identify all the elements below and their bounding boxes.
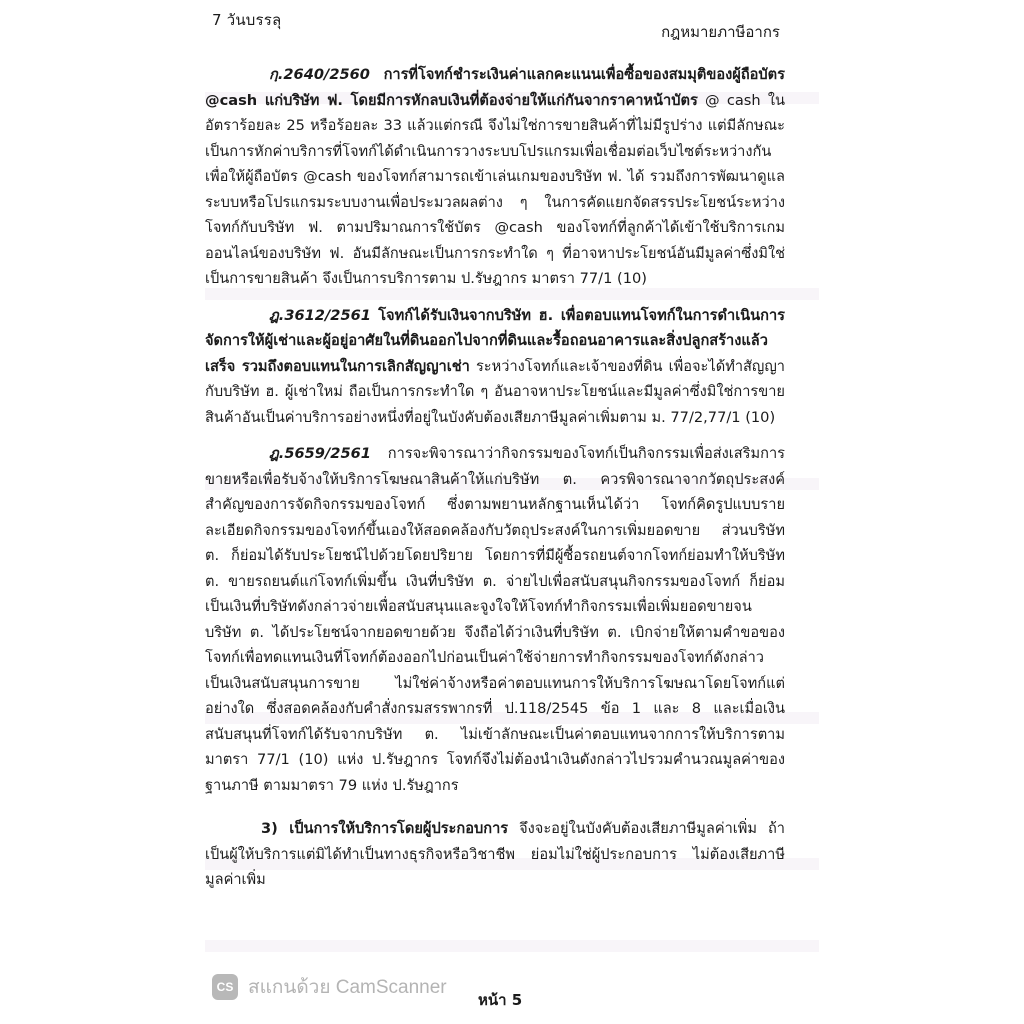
page-number: หน้า 5 [478,991,523,1009]
ruling-reference: ฎ.5659/2561 [269,445,371,462]
show-through-artifact [205,940,819,952]
ruling-paragraph [205,441,785,798]
header-left: 7 วันบรรลุ [212,11,282,29]
ruling-reference: ฎ.3612/2561 [269,306,371,324]
camscanner-logo-icon: CS [212,974,238,1000]
watermark-text: สแกนด้วย CamScanner [248,977,447,998]
ruling-reference: กฺ.2640/2560 [269,66,370,83]
scanner-watermark [212,972,447,1002]
ruling-text: ระหว่างโจทก์และเจ้าของที่ดิน เพื่อจะได้ทำสัญญากับบริษัท ฮ. ผู้เช่าใหม่ ถือเป็นการกระทำใด ๆ อันอาจหาประโยชน์และมีมูลค่าซึ่งมิใช่การขายสินค้าอันเป็นค่าบริการอย่างหนึ่งที่อยู่ในบังคับต้องเสียภาษีมูลค่าเพิ่มตาม ม. 77/2,77/1 (10) [205,357,785,426]
ruling-paragraph [205,303,785,431]
ruling-text: การจะพิจารณาว่ากิจกรรมของโจทก์เป็นกิจกรรมเพื่อส่งเสริมการขายหรือเพื่อรับจ้างให้บริการโฆษณาสินค้าให้แก่บริษัท ต. ควรพิจารณาจากวัตถุประสงค์สำคัญของการจัดกิจกรรมของโจทก์ ซึ่งตามพยานหลักฐานเห็นได้ว่า โจทก์คิดรูปแบบรายละเอียดกิจกรรมของโจทก์ขึ้นเองให้สอดคล้องกับวัตถุประสงค์ในการเพิ่มยอดขาย ส่วนบริษัท ต. ก็ย่อมได้รับประโยชน์ไปด้วยโดยปริยาย โดยการที่มีผู้ซื้อรถยนต์จากโจทก์ย่อมทำให้บริษัท ต. ขายรถยนต์แก่โจทก์เพิ่มขึ้น เงินที่บริษัท ต. จ่ายไปเพื่อสนับสนุนกิจกรรมของโจทก์ ก็ย่อมเป็นเงินที่บริษัทดังกล่าวจ่ายเพื่อสนับสนุนและจูงใจให้โจทก์ทำกิจกรรมเพื่อเพิ่มยอดขายจนบริษัท ต. ได้ประโยชน์จากยอดขายด้วย จึงถือได้ว่าเงินที่บริษัท ต. เบิกจ่ายให้ตามคำขอของโจทก์เพื่อทดแทนเงินที่โจทก์ต้องออกไปก่อนเป็นค่าใช้จ่ายการทำกิจกรรมของโจทก์ดังกล่าวเป็นเงินสนับสนุนการขาย ไม่ใช่ค่าจ้างหรือค่าตอบแทนการให้บริการโฆษณาโดยโจทก์แต่อย่างใด ซึ่งสอดคล้องกับคำสั่งกรมสรรพากรที่ ป.118/2545 ข้อ 1 และ 8 และเมื่อเงินสนับสนุนที่โจทก์ได้รับจากบริษัท ต. ไม่เข้าลักษณะเป็นค่าตอบแทนจากการให้บริการตามมาตรา 77/1 (10) แห่ง ป.รัษฎากร โจทก์จึงไม่ต้องนำเงินดังกล่าวไปรวมคำนวณมูลค่าของฐานภาษี ตามมาตรา 79 แห่ง ป.รัษฎากร [205,445,785,794]
ruling-text: @ cash ในอัตราร้อยละ 25 หรือร้อยละ 33 แล้วแต่กรณี จึงไม่ใช่การขายสินค้าที่ไม่มีรูปร่าง แต่มีลักษณะเป็นการหักค่าบริการที่โจทก์ได้ดำเนินการวางระบบโปรแกรมเพื่อเชื่อมต่อเว็บไซต์ระหว่างกันเพื่อให้ผู้ถือบัตร @cash ของโจทก์สามารถเข้าเล่นเกมของบริษัท ฟ. ได้ รวมถึงการพัฒนาดูแลระบบหรือโปรแกรมระบบงานเพื่อประมวลผลต่าง ๆ ในการคัดแยกจัดสรรประโยชน์ระหว่างโจทก์กับบริษัท ฟ. ตามปริมาณการใช้บัตร @cash ของโจทก์ที่ลูกค้าได้เข้าใช้บริการเกมออนไลน์ของบริษัท ฟ. อันมีลักษณะเป็นการกระทำใด ๆ ที่อาจหาประโยชน์อันมีมูลค่าซึ่งมิใช่เป็นการขายสินค้า จึงเป็นการบริการตาม ป.รัษฎากร มาตรา 77/1 (10) [205,91,785,287]
header-right: กฎหมายภาษีอากร [661,23,780,41]
list-item-text: จึงจะอยู่ในบังคับต้องเสียภาษีมูลค่าเพิ่ม ถ้าเป็นผู้ให้บริการแต่มิได้ทำเป็นทางธุรกิจหรือวิชาชีพ ย่อมไม่ใช่ผู้ประกอบการ ไม่ต้องเสียภาษีมูลค่าเพิ่ม [205,820,785,888]
list-item-3 [205,816,785,893]
ruling-lead: โจทก์ได้รับเงินจากบริษัท ฮ. เพื่อตอบแทนโจทก์ในการดำเนินการจัดการให้ผู้เช่าและผู้อยู่อาศัยในที่ดินออกไปจากที่ดินและรื้อถอนอาคารและสิ่งปลูกสร้างแล้วเสร็จ รวมถึงตอบแทนในการเลิกสัญญาเช่า [205,306,785,375]
ruling-lead: การที่โจทก์ชำระเงินค่าแลกคะแนนเพื่อซื้อของสมมุติของผู้ถือบัตร @cash แก่บริษัท ฟ. โดยมีการหักลบเงินที่ต้องจ่ายให้แก่กันจากราคาหน้าบัตร [205,66,785,109]
list-item-lead: 3) เป็นการให้บริการโดยผู้ประกอบการ [261,820,509,837]
ruling-paragraph [205,62,785,292]
document-body [205,62,785,904]
